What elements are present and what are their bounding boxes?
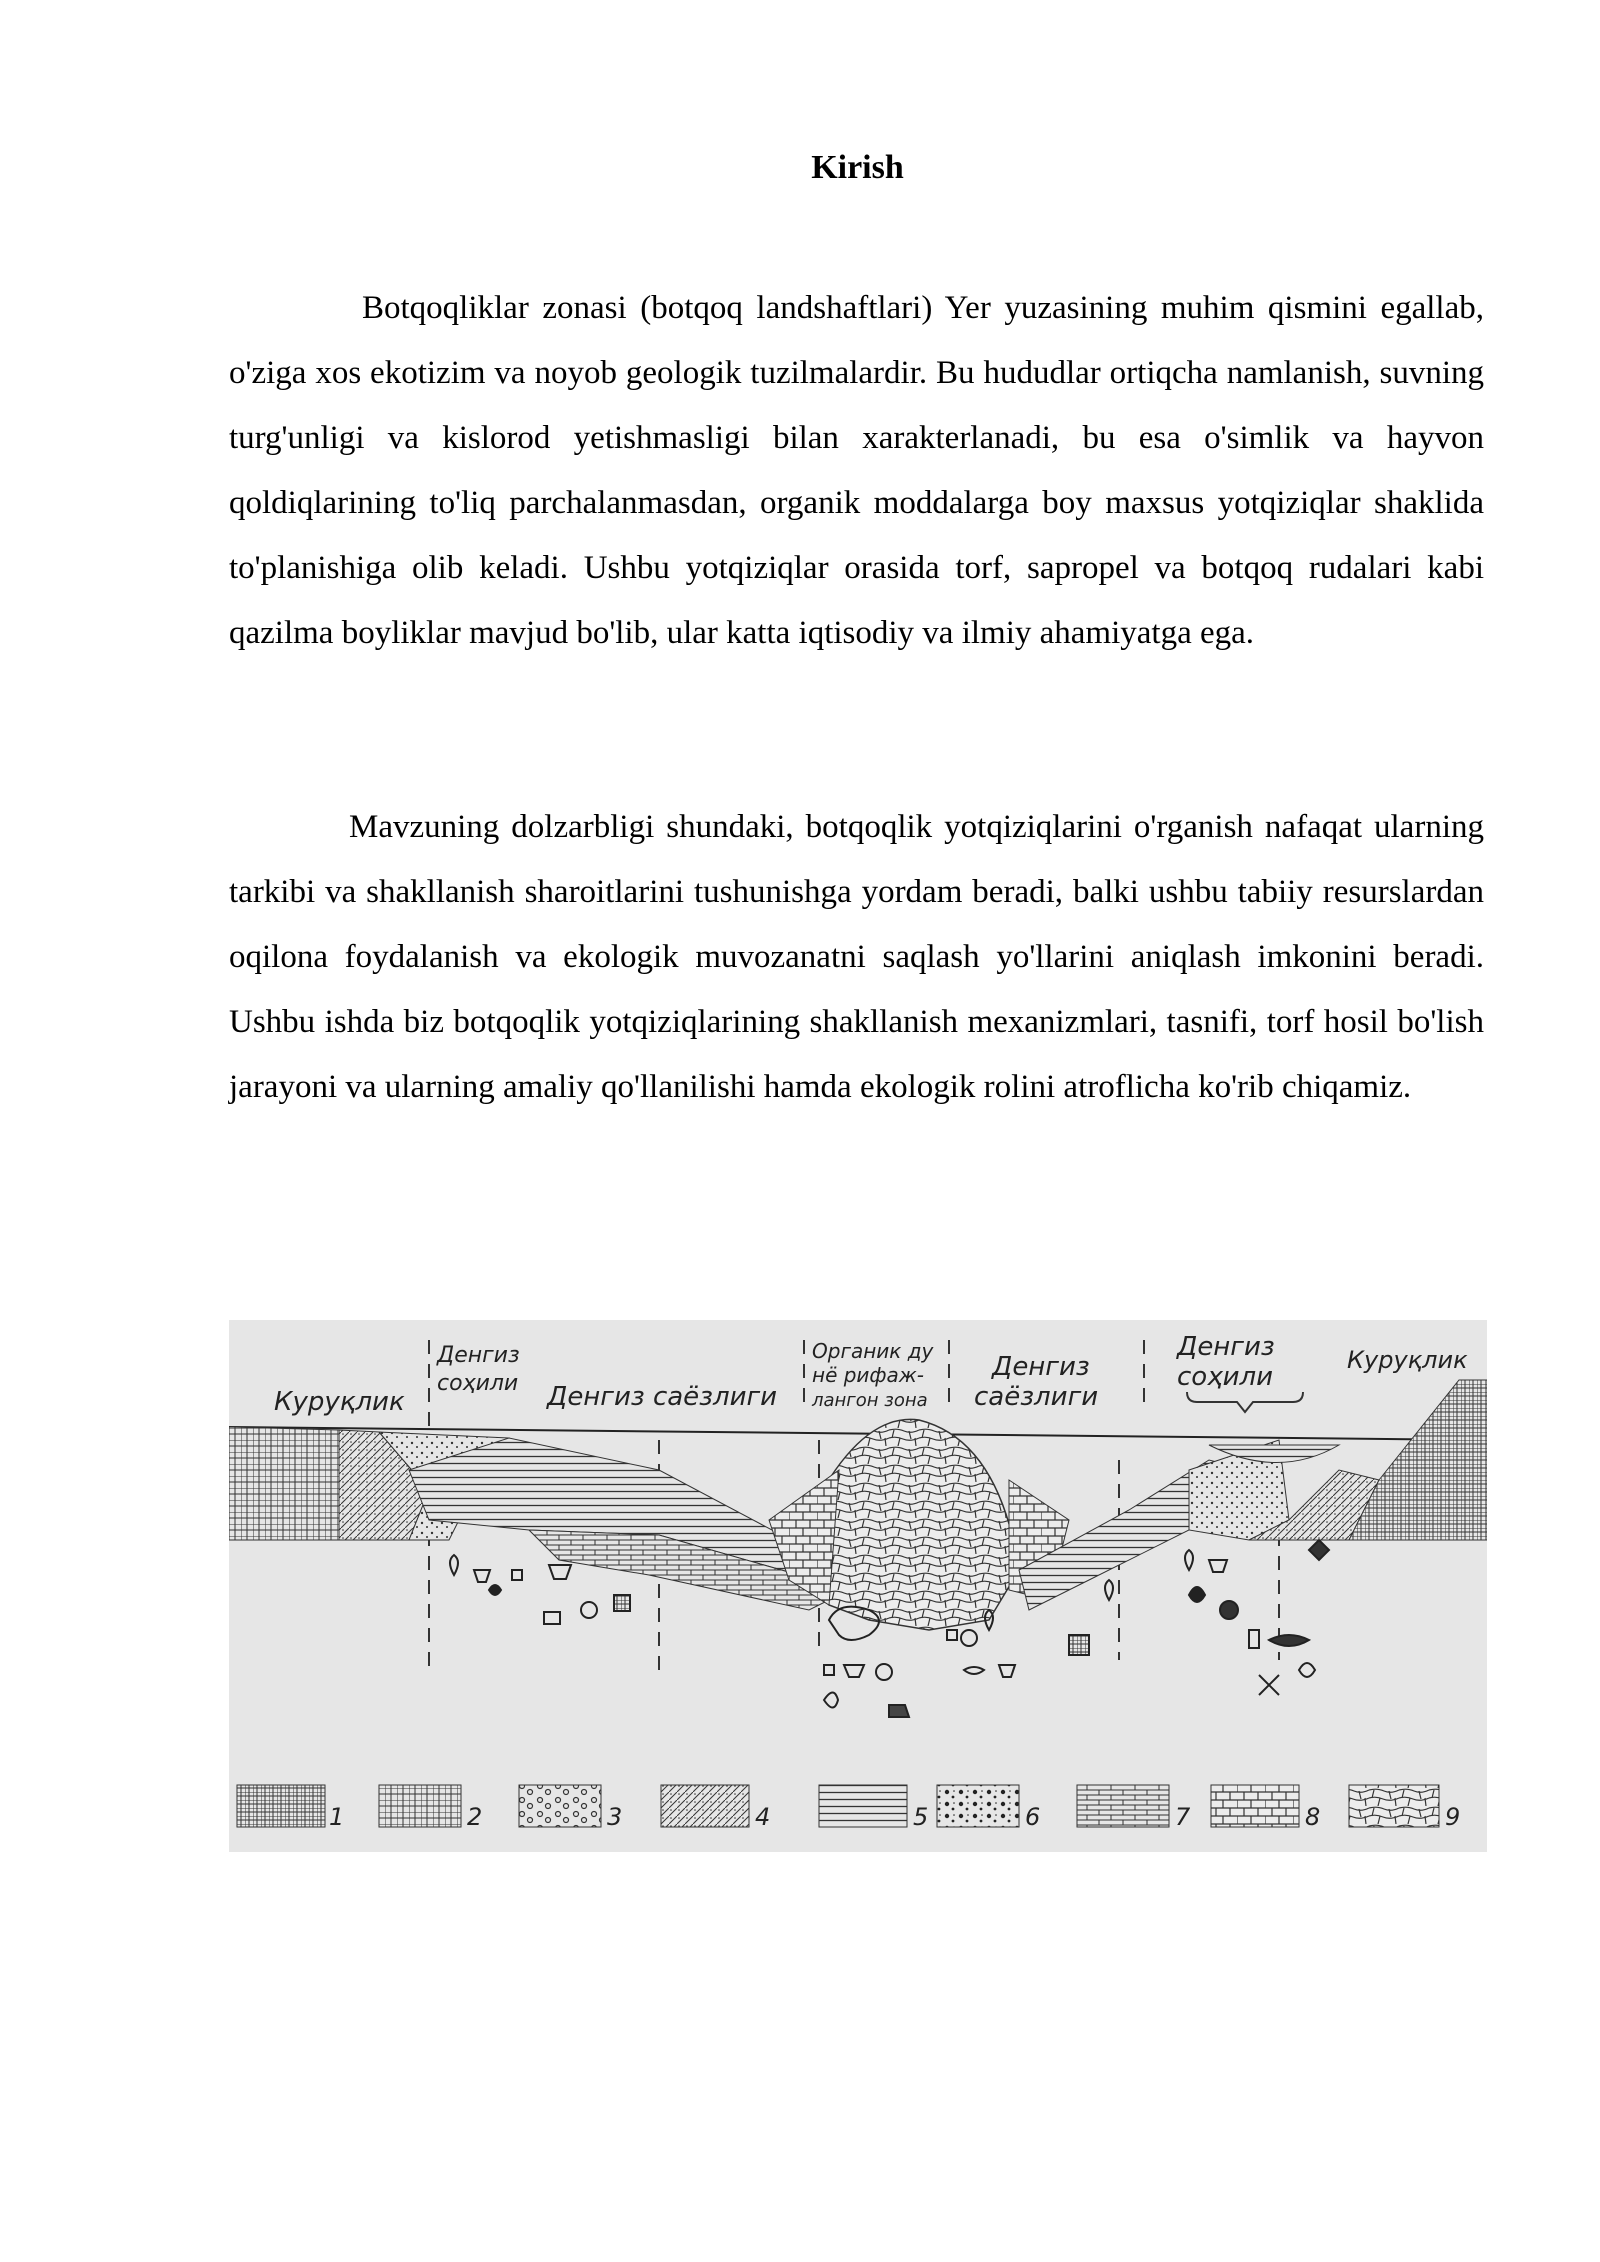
- legend-swatch-1: [237, 1785, 325, 1827]
- label-land-left: Куруқлик: [274, 1387, 405, 1417]
- label-coast-right-1: Денгиз: [1177, 1332, 1275, 1362]
- legend-label-4: 4: [755, 1803, 771, 1831]
- label-land-right: Куруқлик: [1347, 1346, 1468, 1374]
- label-coast-right-2: соҳили: [1177, 1362, 1274, 1392]
- legend-label-7: 7: [1175, 1803, 1191, 1831]
- label-coast-left-1: Денгиз: [437, 1343, 520, 1368]
- label-shallow-left: Денгиз саёзлиги: [547, 1382, 778, 1412]
- label-shallow-right-2: саёзлиги: [974, 1382, 1099, 1412]
- legend-swatch-2: [379, 1785, 461, 1827]
- legend-swatch-4: [661, 1785, 749, 1827]
- legend-swatch-8: [1211, 1785, 1299, 1827]
- label-organic-3: лангон зона: [812, 1390, 928, 1411]
- paragraph-intro: Botqoqliklar zonasi (botqoq landshaftlari) Yer yuzasining muhim qismini egallab, o'ziga xos ekotizim va noyob geologik tuzilmalardir. Bu hududlar ortiqcha namlanish, suvning turg'unligi va kislorod yetishmasligi bilan xarakterlanadi, bu esa o'simlik va hayvon qoldiqlarining to'liq parchalanmasdan, organik moddalarga boy maxsus yotqiziqlar shaklida to'planishiga olib keladi. Ushbu yotqiziqlar orasida torf, sapropel va botqoq rudalari kabi qazilma boyliklar mavjud bo'lib, ular katta iqtisodiy va ilmiy ahamiyatga ega.: [229, 290, 1484, 651]
- legend-label-1: 1: [329, 1803, 345, 1831]
- legend-swatch-9: [1349, 1785, 1439, 1827]
- label-coast-left-2: соҳили: [437, 1371, 519, 1396]
- geologic-cross-section-figure: [229, 1320, 1487, 1852]
- label-shallow-right-1: Денгиз: [992, 1352, 1090, 1382]
- cross-section-svg: [229, 1320, 1487, 1852]
- legend-swatch-6: [937, 1785, 1019, 1827]
- legend: [237, 1785, 1460, 1831]
- page-title: Kirish: [811, 149, 904, 186]
- legend-label-5: 5: [913, 1803, 929, 1831]
- legend-label-6: 6: [1025, 1803, 1041, 1831]
- label-organic-2: нё рифаж-: [812, 1363, 925, 1387]
- legend-swatch-7: [1077, 1785, 1169, 1827]
- legend-swatch-3: [519, 1785, 601, 1827]
- legend-swatch-5: [819, 1785, 907, 1827]
- legend-label-3: 3: [607, 1803, 623, 1831]
- paragraph-relevance: Mavzuning dolzarbligi shundaki, botqoqlik yotqiziqlarini o'rganish nafaqat ularning tarkibi va shakllanish sharoitlarini tushunishga yordam beradi, balki ushbu tabiiy resurslardan oqilona foydalanish va ekologik muvozanatni saqlash yo'llarini aniqlash imkonini beradi. Ushbu ishda biz botqoqlik yotqiziqlarining shakllanish mexanizmlari, tasnifi, torf hosil bo'lish jarayoni va ularning amaliy qo'llanilishi hamda ekologik rolini atroflicha ko'rib chiqamiz.: [229, 809, 1484, 1105]
- legend-label-2: 2: [467, 1803, 483, 1831]
- land-left-grid: [229, 1427, 339, 1540]
- legend-label-8: 8: [1305, 1803, 1321, 1831]
- legend-label-9: 9: [1445, 1803, 1461, 1831]
- label-organic-1: Органик ду: [812, 1339, 934, 1363]
